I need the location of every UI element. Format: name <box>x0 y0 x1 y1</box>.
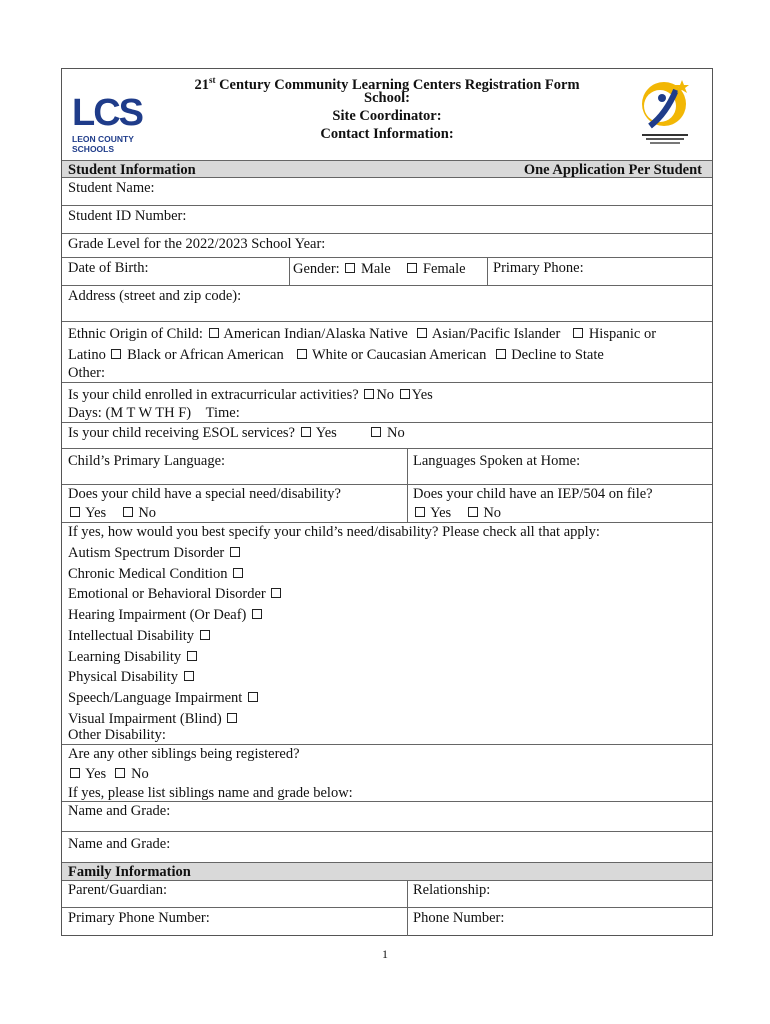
sibling-2-row[interactable] <box>62 832 712 863</box>
disability-label: Hearing Impairment (Or Deaf) <box>68 607 247 624</box>
name-grade-label: Name and Grade: <box>68 803 171 819</box>
disability-checkbox[interactable] <box>233 568 243 578</box>
address-row[interactable] <box>62 286 712 322</box>
ethnic-checkbox[interactable] <box>573 328 583 338</box>
section-title: Student Information <box>68 162 196 178</box>
ethnic-origin-row <box>62 322 712 383</box>
special-need-question: Does your child have a special need/disability? <box>68 486 341 502</box>
esol-row <box>62 423 712 449</box>
disability-checkbox[interactable] <box>227 713 237 723</box>
student-name-row[interactable] <box>62 178 712 206</box>
disability-label: Chronic Medical Condition <box>68 565 228 582</box>
female-checkbox[interactable] <box>407 263 417 273</box>
registration-form <box>61 68 713 936</box>
ethnic-other-label: Other: <box>68 365 106 381</box>
phone-row <box>62 908 712 936</box>
disability-checkbox[interactable] <box>248 692 258 702</box>
student-section-header <box>62 160 712 178</box>
special-no-checkbox[interactable] <box>123 507 133 517</box>
disability-item <box>68 606 264 624</box>
male-checkbox[interactable] <box>345 263 355 273</box>
days-time: Days: (M T W TH F) Time: <box>68 405 240 421</box>
iep-question: Does your child have an IEP/504 on file? <box>413 486 653 502</box>
disability-checkbox[interactable] <box>187 651 197 661</box>
ethnic-checkbox[interactable] <box>496 349 506 359</box>
form-title: 21st Century Community Learning Centers Registration Form <box>194 75 580 93</box>
disability-label: Physical Disability <box>68 669 178 686</box>
extra-yes-checkbox[interactable] <box>400 389 410 399</box>
logo-letters: LCS <box>72 92 142 134</box>
disability-label: Speech/Language Impairment <box>68 689 243 706</box>
logo-caption: LEON COUNTY SCHOOLS <box>72 134 134 154</box>
address-label: Address (street and zip code): <box>68 288 242 304</box>
ethnic-checkbox[interactable] <box>417 328 427 338</box>
disability-item <box>68 710 239 728</box>
language-row <box>62 449 712 485</box>
disability-item <box>68 668 196 686</box>
disability-checkbox[interactable] <box>271 588 281 598</box>
contact-label: Contact Information: <box>320 126 454 142</box>
primary-phone-label: Primary Phone: <box>493 260 584 276</box>
section-note: One Application Per Student <box>523 162 702 178</box>
siblings-options: Yes No <box>68 765 149 783</box>
parent-label: Parent/Guardian: <box>68 882 168 898</box>
disability-instructions: If yes, how would you best specify your child’s need/disability? Please check all that apply: <box>68 524 600 540</box>
disability-checkbox[interactable] <box>252 609 262 619</box>
disability-label: Emotional or Behavioral Disorder <box>68 586 266 603</box>
parent-row <box>62 881 712 908</box>
extracurricular-row <box>62 383 712 423</box>
grade-row[interactable] <box>62 234 712 258</box>
student-id-label: Student ID Number: <box>68 208 187 224</box>
special-yes-checkbox[interactable] <box>70 507 80 517</box>
primary-phone-number-label: Primary Phone Number: <box>68 910 210 926</box>
family-section-header <box>62 863 712 881</box>
ethnic-checkbox[interactable] <box>209 328 219 338</box>
home-language-label: Languages Spoken at Home: <box>413 453 581 469</box>
phone-number-label: Phone Number: <box>413 910 505 926</box>
dob-label: Date of Birth: <box>68 260 149 276</box>
iep-yes-checkbox[interactable] <box>415 507 425 517</box>
special-need-options: Yes No <box>68 504 156 522</box>
extracurricular-question: Is your child enrolled in extracurricular activities? No Yes <box>68 387 433 403</box>
dob-gender-phone-row <box>62 258 712 286</box>
ethnic-line-2: Latino Black or African American White or Caucasian American Decline to State <box>68 347 604 363</box>
disability-label: Visual Impairment (Blind) <box>68 710 222 727</box>
ethnic-line-1: Ethnic Origin of Child: American Indian/Alaska Native Asian/Pacific Islander Hispanic or <box>68 326 657 342</box>
relationship-label: Relationship: <box>413 882 491 898</box>
siblings-question: Are any other siblings being registered? <box>68 746 300 762</box>
disability-checkbox[interactable] <box>184 671 194 681</box>
disability-label: Intellectual Disability <box>68 627 195 644</box>
disability-item <box>68 689 260 707</box>
iep-no-checkbox[interactable] <box>468 507 478 517</box>
other-disability-label: Other Disability: <box>68 727 166 743</box>
disability-label: Autism Spectrum Disorder <box>68 545 225 561</box>
esol-no-checkbox[interactable] <box>371 427 381 437</box>
coordinator-label: Site Coordinator: <box>332 108 442 124</box>
siblings-no-checkbox[interactable] <box>115 768 125 778</box>
siblings-yes-checkbox[interactable] <box>70 768 80 778</box>
student-id-row[interactable] <box>62 206 712 234</box>
page-number: 1 <box>382 947 388 961</box>
disability-label: Learning Disability <box>68 648 182 665</box>
special-need-row <box>62 485 712 523</box>
esol-yes-checkbox[interactable] <box>301 427 311 437</box>
disability-item <box>68 585 283 603</box>
name-grade-label: Name and Grade: <box>68 836 171 852</box>
disability-item <box>68 627 212 645</box>
sibling-1-row[interactable] <box>62 802 712 832</box>
primary-language-label: Child’s Primary Language: <box>68 453 226 469</box>
ethnic-checkbox[interactable] <box>297 349 307 359</box>
disability-item <box>68 648 199 666</box>
section-title: Family Information <box>68 864 191 880</box>
school-label: School: <box>364 90 410 106</box>
siblings-list-label: If yes, please list siblings name and grade below: <box>68 785 353 801</box>
disability-checkbox[interactable] <box>200 630 210 640</box>
disability-item <box>68 544 242 562</box>
esol-question: Is your child receiving ESOL services? Yes No <box>68 425 405 441</box>
ethnic-checkbox[interactable] <box>111 349 121 359</box>
iep-options: Yes No <box>413 504 501 522</box>
siblings-row <box>62 745 712 802</box>
disability-checkbox[interactable] <box>230 547 240 557</box>
extra-no-checkbox[interactable] <box>364 389 374 399</box>
disability-item <box>68 565 245 583</box>
student-name-label: Student Name: <box>68 180 155 196</box>
disability-row <box>62 523 712 745</box>
grade-label: Grade Level for the 2022/2023 School Year: <box>68 236 326 252</box>
gender-field: Gender: Male Female <box>293 261 466 277</box>
